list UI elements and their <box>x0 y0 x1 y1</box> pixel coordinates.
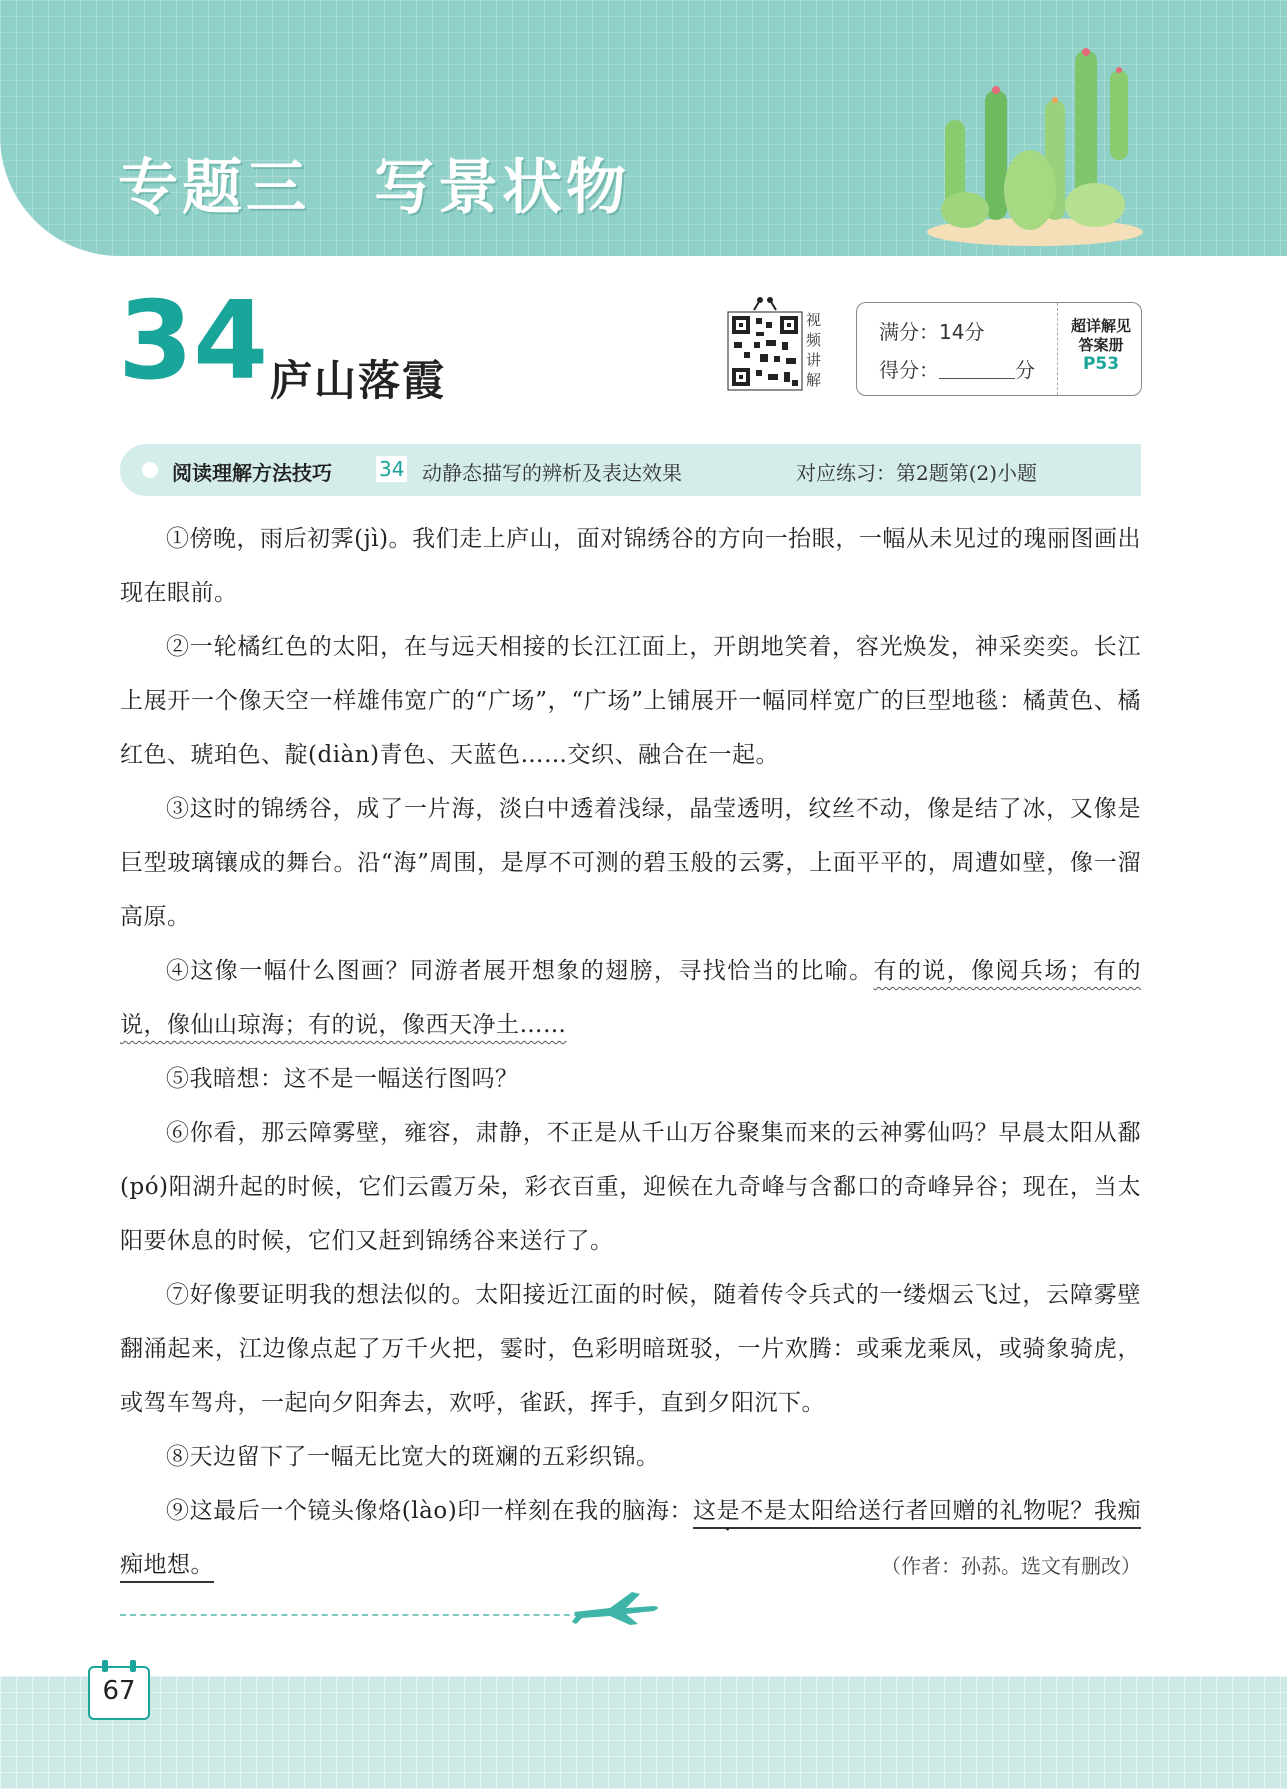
lesson-title: 庐山落霞 <box>270 356 447 405</box>
score-divider <box>1057 303 1058 395</box>
paragraph-1: ①傍晚，雨后初霁(jì)。我们走上庐山，面对锦绣谷的方向一抬眼，一幅从未见过的瑰丽图画出现在眼前。 <box>120 526 1141 606</box>
author-note: （作者：孙荪。选文有删改） <box>881 1554 1141 1578</box>
paragraph-2: ②一轮橘红色的太阳，在与远天相接的长江江面上，开朗地笑着，容光焕发，神采奕奕。长江上展开一个像天空一样雄伟宽广的“广场”，“广场”上铺展开一幅同样宽广的巨型地毯：橘黄色、橘红色、琥珀色、靛(diàn)青色、天蓝色……交织、融合在一起。 <box>120 634 1141 768</box>
paragraph-6: ⑥你看，那云障雾壁，雍容，肃静，不正是从千山万谷聚集而来的云神雾仙吗？早晨太阳从鄱(pó)阳湖升起的时候，它们云霞万朵，彩衣百重，迎候在九奇峰与含鄱口的奇峰异谷；现在，当太阳要休息的时候，它们又赶到锦绣谷来送行了。 <box>120 1120 1141 1254</box>
score-fields <box>879 315 1035 391</box>
score-box <box>856 302 1142 396</box>
paragraph-5: ⑤我暗想：这不是一幅送行图吗？ <box>166 1066 519 1092</box>
full-score: 满分：14分 <box>879 320 985 344</box>
dashed-flight-line <box>120 1614 590 1616</box>
answer-ref-line1: 超详解见 <box>1070 317 1131 335</box>
paragraph-9-text: ⑨这最后一个镜头像烙(lào)印一样刻在我的脑海： <box>166 1498 694 1524</box>
qr-code-icon[interactable] <box>726 296 804 392</box>
bullet-dot-icon <box>142 462 158 478</box>
footer-band <box>0 1676 1287 1789</box>
got-score-row <box>879 353 1035 391</box>
paragraph-3: ③这时的锦绣谷，成了一片海，淡白中透着浅绿，晶莹透明，纹丝不动，像是结了冰，又像是巨型玻璃镶成的舞台。沿“海”周围，是厚不可测的碧玉般的云雾，上面平平的，周遭如壁，像一溜高原。 <box>120 796 1141 930</box>
method-bar <box>120 444 1141 496</box>
method-label: 阅读理解方法技巧 <box>172 461 332 485</box>
paragraph-4 <box>120 944 1141 1052</box>
article <box>120 512 1141 1592</box>
lesson-number: 34 <box>118 279 269 404</box>
answer-ref-line2: 答案册 <box>1078 336 1124 354</box>
cactus-illustration <box>925 40 1145 250</box>
paragraph-7: ⑦好像要证明我的想法似的。太阳接近江面的时候，随着传令兵式的一缕烟云飞过，云障雾壁翻涌起来，江边像点起了万千火把，霎时，色彩明暗斑驳，一片欢腾：或乘龙乘凤，或骑象骑虎，或驾车驾舟，一起向夕阳奔去，欢呼，雀跃，挥手，直到夕阳沉下。 <box>120 1282 1141 1416</box>
answer-reference <box>1061 317 1141 374</box>
video-label: 视频讲解 <box>806 311 822 389</box>
airplane-icon <box>570 1586 662 1626</box>
dotted-emphasis-char: 这 <box>693 1498 717 1524</box>
got-score-label: 得分： <box>879 358 939 382</box>
paragraph-8: ⑧天边留下了一幅无比宽大的斑斓的五彩织锦。 <box>166 1444 660 1470</box>
method-number: 34 <box>376 456 407 482</box>
paragraph-4-text: ④这像一幅什么图画？同游者展开想象的翅膀，寻找恰当的比喻。 <box>166 958 874 984</box>
topic-title: 专题三 写景状物 <box>118 153 630 223</box>
answer-page: P53 <box>1082 354 1120 374</box>
score-blank[interactable] <box>939 360 1015 379</box>
underlined-text: 是不是太阳给送行者回赠的礼物呢？我痴痴地想。 <box>120 1498 1142 1578</box>
got-score-unit: 分 <box>1015 358 1035 382</box>
calendar-icon <box>88 1666 150 1720</box>
method-description: 动静态描写的辨析及表达效果 <box>422 461 682 485</box>
page-number: 67 <box>102 1676 136 1706</box>
method-practice: 对应练习：第2题第(2)小题 <box>796 461 1038 485</box>
wavy-underlined-text: 有的说，像阅兵场；有的说，像仙山琼海；有的说，像西天净土…… <box>120 958 1142 1038</box>
